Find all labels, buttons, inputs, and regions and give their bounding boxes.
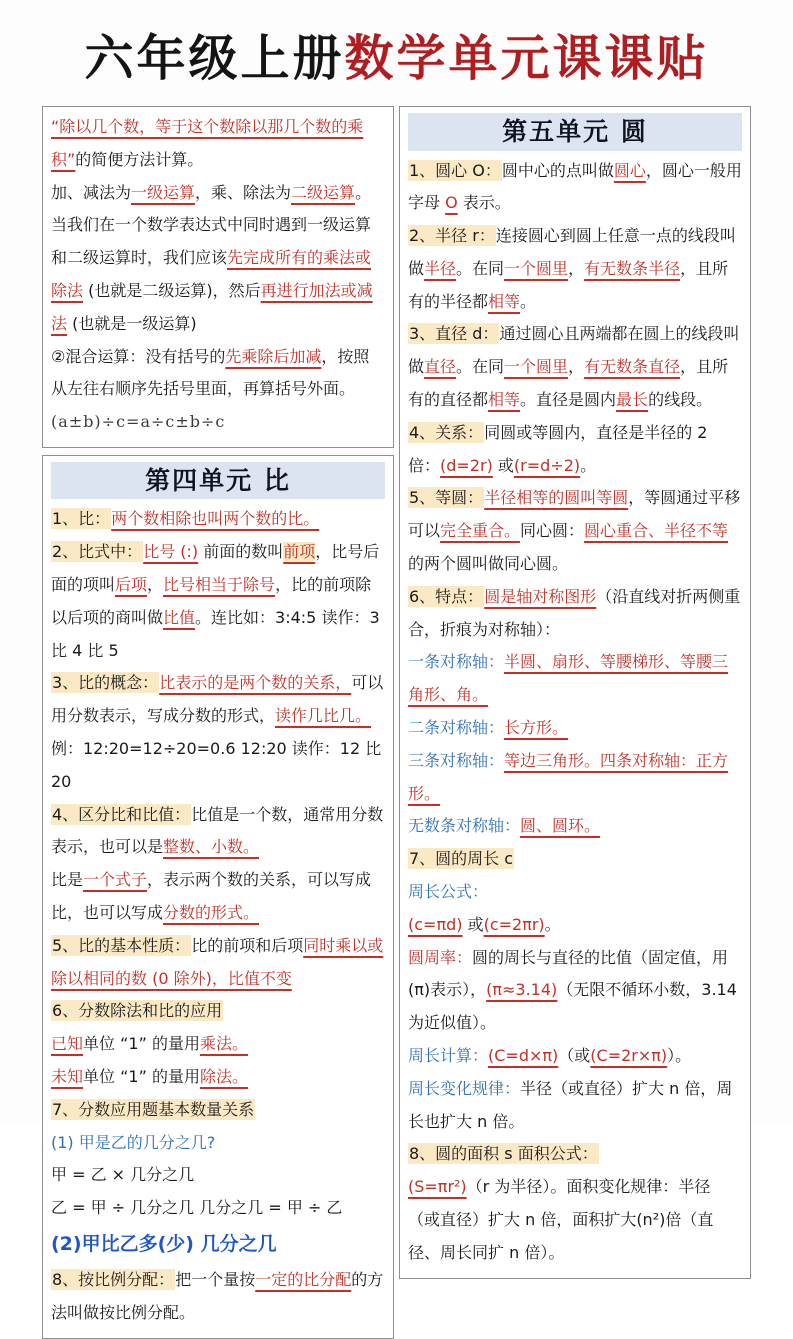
text-segment: 半径（或直径）扩大 n 倍，周长也扩大 n 倍。 [408,1078,733,1131]
text-segment: （无限不循环小数，3.14 为近似值）。 [408,980,737,1033]
text-segment: 等边三角形。四条对称轴：正方形。 [408,750,729,803]
paragraph [51,1225,385,1264]
text-segment: 比是 [51,870,84,890]
unit4-section-header: 第四单元 比 [51,462,385,500]
text-segment: （或 [558,1046,591,1066]
text-segment: ，乘、除法为 [195,182,292,202]
paragraph [51,341,385,407]
text-segment: (a±b)÷c=a÷c±b÷c [51,412,226,432]
text-segment: 单位 “1” 的量用 [83,1034,200,1054]
text-segment: 先完成所有的乘法或除法 [51,248,372,300]
text-segment: 圆、圆环。 [520,816,601,836]
text-segment: ，且所有的半径都 [408,258,729,311]
text-segment: 的两个圆叫做同心圆。 [408,554,569,574]
text-segment: 4、关系： [409,422,484,442]
paragraph [408,220,742,318]
text-segment: 一个式子 [83,870,148,890]
text-segment: (d=2r) [440,455,493,475]
text-segment: 最长 [616,390,649,410]
text-segment: (也就是一级运算) [67,313,197,333]
paragraph [408,810,742,843]
paragraph [51,995,385,1028]
text-segment: ，按照从左往右顺序先括号里面，再算括号外面。 [51,346,370,399]
unit4-items [51,503,385,1329]
text-segment: 的方法叫做按比例分配。 [51,1269,384,1322]
text-segment: ②混合运算：没有括号的 [51,346,226,366]
text-segment: 把一个量按 [175,1269,256,1289]
paragraph [408,646,742,712]
text-segment: 周长计算： [408,1046,489,1066]
text-segment: 除法。 [199,1067,248,1087]
text-segment: O [445,193,458,213]
paragraph [408,942,742,1040]
unit4-ratio-box [42,455,394,1339]
operations-rules-box [42,106,394,448]
text-segment: 同心圆： [520,521,585,541]
text-segment: 再进行加法或减法 [51,280,373,333]
paragraph [51,1127,385,1160]
text-segment: 比值是一个数，通常用分数表示，也可以是 [51,804,384,857]
text-segment: 半圆、扇形、等腰梯形、等腰三角形、角。 [408,652,729,705]
text-segment: (c=πd) [408,914,463,934]
text-segment: 3、直径 d： [409,324,499,344]
text-segment: 1、比： [52,509,111,529]
text-segment: (π≈3.14) [486,980,558,1000]
text-segment: 分数的形式。 [163,903,260,923]
text-segment: ）。 [667,1046,692,1066]
text-segment: 比号相当于除号 [163,575,276,595]
text-segment: 比值 [163,607,196,627]
text-segment: (也就是二级运算)，然后 [83,280,261,300]
text-segment: 8、按比例分配： [52,1269,175,1289]
text-segment: 例：12:20=12÷20=0.6 12:20 读作：12 比 20 [51,739,382,791]
text-segment: “除以几个数，等于这个数除以那几个数的乘积” [51,117,364,169]
text-segment: 3、比的概念： [52,673,159,693]
text-segment: ，圆心一般用字母 [408,160,742,213]
text-segment: 周长变化规律： [408,1078,521,1098]
text-segment: 半径 [424,258,457,278]
text-segment: 一个圆里 [504,357,569,377]
page-title [0,0,793,90]
text-segment: 。在同 [456,258,505,278]
text-segment: （沿直线对折两侧重合，折痕为对称轴）： [408,586,741,639]
text-segment: 后项 [115,575,148,595]
text-segment: 相等 [488,291,521,311]
paragraph [408,1138,742,1171]
text-segment: 同时乘以或除以相同的数 (0 除外)，比值不变 [51,935,384,988]
text-segment: 前面的数叫 [198,542,284,562]
paragraph [51,1264,385,1330]
paragraph [408,318,742,416]
text-segment: 一定的比分配 [255,1269,352,1289]
text-segment: 乙 = 甲 ÷ 几分之几 几分之几 = 甲 ÷ 乙 [51,1198,343,1218]
text-segment: 圆中心的点叫做 [501,160,614,180]
text-segment: 。 [580,455,597,475]
paragraph [51,406,385,439]
title-red-part: 数学单元课课贴 [344,29,709,87]
text-segment: 二级运算 [291,182,356,202]
text-segment: 连接圆心到圆上任意一点的线段叫做 [408,226,736,278]
paragraph [51,503,385,536]
paragraph [408,417,742,483]
text-segment: 7、圆的周长 c [409,849,514,869]
text-segment: 圆心重合、半径不等 [584,521,729,541]
text-segment: 甲 = 乙 × 几分之几 [51,1165,195,1185]
text-segment: 同圆或等圆内，直径是半径的 2 倍： [408,422,708,475]
text-segment: 圆是轴对称图形 [484,586,597,606]
text-segment: 有无数条半径 [584,258,681,278]
text-segment: 。在同 [456,357,505,377]
text-segment: ，表示两个数的关系，可以写成比，也可以写成 [51,870,372,923]
text-segment: 两个数相除也叫两个数的比。 [111,509,320,529]
text-segment: 6、分数除法和比的应用 [52,1001,223,1021]
text-segment: (2)甲比乙多(少) 几分之几 [51,1233,277,1255]
text-segment: 圆心 [613,160,646,180]
text-segment: ， [147,575,164,595]
left-column [42,106,394,1339]
text-segment: ，比的前项除以后项的商叫做 [51,575,372,627]
text-segment: 相等 [488,390,521,410]
text-segment: 一级运算 [131,182,196,202]
text-segment: 比的前项和后项 [191,935,304,955]
paragraph [408,909,742,942]
text-segment: 4、区分比和比值： [52,804,191,824]
text-segment: 比号 (:) [143,542,199,562]
paragraph [408,712,742,745]
paragraph [51,111,385,177]
paragraph [51,177,385,341]
paragraph [51,1159,385,1192]
paragraph [408,581,742,647]
text-segment: 。当我们在一个数学表达式中同时遇到一级运算和二级运算时，我们应该 [51,182,372,268]
text-segment: 一条对称轴： [408,652,505,672]
text-segment: 8、圆的面积 s 面积公式： [409,1144,598,1164]
two-column-layout [0,106,793,1339]
text-segment: 有无数条直径 [584,357,681,377]
text-segment: 1、圆心 O： [409,160,501,180]
text-segment: 。 [544,914,561,934]
text-segment: ，比号后面的项叫 [51,542,380,595]
text-segment: 。 [520,291,537,311]
text-segment: (c=2πr) [483,914,545,934]
paragraph [51,1028,385,1061]
unit5-items [408,155,742,1270]
text-segment: 周长公式： [408,882,489,902]
text-segment: 7、分数应用题基本数量关系 [52,1099,255,1119]
paragraph [408,876,742,909]
paragraph [51,667,385,733]
paragraph [51,733,385,799]
text-segment: 无数条对称轴： [408,816,521,836]
text-segment: （r 为半径）。面积变化规律：半径（或直径）扩大 n 倍，面积扩大(n²)倍（直径、周长同扩 n 倍）。 [408,1177,714,1262]
text-segment: (1) 甲是乙的几分之几? [51,1132,216,1152]
text-segment: 的线段。 [648,390,713,410]
text-segment: 单位 “1” 的量用 [83,1067,200,1087]
text-segment: ，且所有的直径都 [408,357,729,410]
paragraph [408,1073,742,1139]
text-segment: (C=d×π) [488,1046,559,1066]
unit5-circle-box [399,106,751,1279]
text-segment: (r=d÷2) [513,455,581,475]
unit5-section-header: 第五单元 圆 [408,113,742,151]
paragraph [51,799,385,865]
text-segment: 5、等圆： [409,488,484,508]
text-segment: 通过圆心且两端都在圆上的线段叫做 [408,324,740,377]
paragraph [51,930,385,996]
text-segment: 比表示的是两个数的关系， [159,673,352,693]
text-segment: 表示。 [457,193,511,213]
text-segment: 圆周率： [408,947,473,967]
paragraph [408,745,742,811]
text-segment: 2、半径 r： [409,226,495,246]
text-segment: 的简便方法计算。 [75,149,204,169]
paragraph [408,155,742,221]
paragraph [408,1040,742,1073]
paragraph [408,482,742,580]
text-segment: ， [568,357,585,377]
text-segment: 乘法。 [199,1034,248,1054]
text-segment: 先乘除后加减 [225,346,322,366]
text-segment: 读作几比几。 [275,706,372,726]
text-segment: 前项 [283,542,316,562]
text-segment: 圆的周长与直径的比值（固定值，用(π)表示）， [408,947,729,1000]
text-segment: (C=2r×π) [590,1046,668,1066]
text-segment: 直径 [424,357,457,377]
text-segment: 完全重合。 [440,521,521,541]
text-segment: 一个圆里 [504,258,569,278]
right-column [399,106,751,1279]
text-segment: ， [568,258,585,278]
text-segment: (S=πr²) [408,1177,467,1197]
text-segment: 。直径是圆内 [520,390,617,410]
text-segment: 已知 [51,1034,84,1054]
text-segment: 二条对称轴： [408,718,505,738]
text-segment: 半径相等的圆叫等圆 [484,488,629,508]
paragraph [51,1192,385,1225]
paragraph [408,1171,742,1269]
text-segment: 长方形。 [504,718,569,738]
paragraph [408,843,742,876]
text-segment: 。连比如：3:4:5 读作：3 比 4 比 5 [51,607,380,660]
text-segment: 或 [492,455,514,475]
text-segment: 加、减法为 [51,182,132,202]
text-segment: 2、比式中： [52,542,143,562]
paragraph [51,1061,385,1094]
paragraph [51,536,385,667]
text-segment: 整数、小数。 [163,837,260,857]
text-segment: 5、比的基本性质： [52,935,191,955]
text-segment: 未知 [51,1067,84,1087]
paragraph [51,864,385,930]
text-segment: 或 [462,914,484,934]
title-black-part: 六年级上册 [84,29,345,87]
text-segment: 可以用分数表示，写成分数的形式， [51,673,384,726]
text-segment: 6、特点： [409,586,484,606]
text-segment: 三条对称轴： [408,750,505,770]
text-segment: ，等圆通过平移可以 [408,488,741,541]
operations-rules-paragraphs [51,111,385,439]
